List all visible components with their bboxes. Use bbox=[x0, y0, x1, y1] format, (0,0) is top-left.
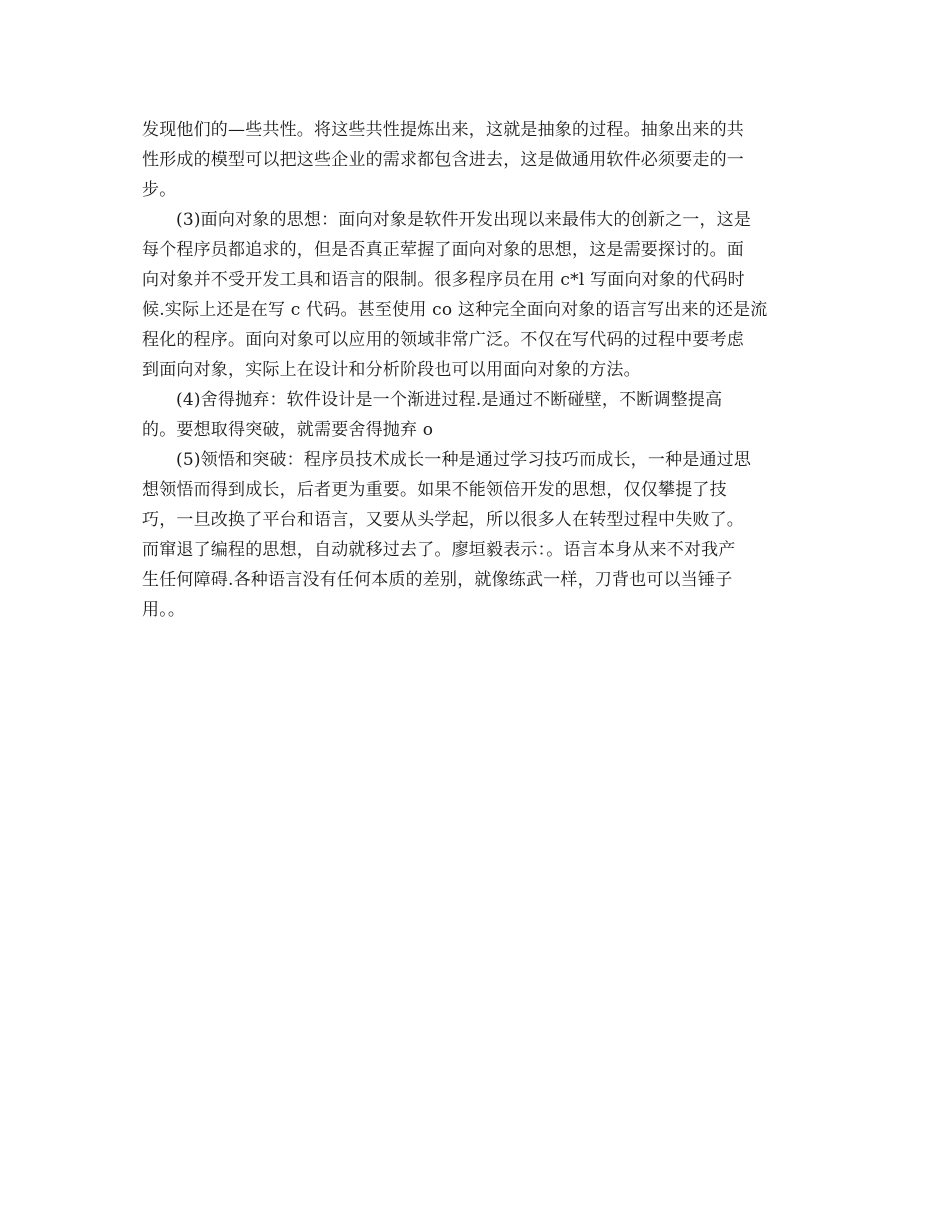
text-line: 每个程序员都追求的，但是否真正荤握了面向对象的思想，这是需要探讨的。面 bbox=[142, 240, 744, 260]
body-text bbox=[142, 115, 822, 625]
text-line: 候.实际上还是在写 c 代码。甚至使用 co 这种完全面向对象的语言写出来的还是流 bbox=[142, 300, 768, 320]
text-line: 而窜退了编程的思想，自动就移过去了。廖垣毅表示：。语言本身从来不对我产 bbox=[142, 540, 736, 560]
paragraph-3-heading-line: (3)面向对象的思想：面向对象是软件开发出现以来最伟大的创新之一，这是 bbox=[176, 210, 752, 230]
text-line: 到面向对象，实际上在设计和分析阶段也可以用面向对象的方法。 bbox=[142, 360, 641, 380]
text-line: 发现他们的—些共性。将这些共性提炼出来，这就是抽象的过程。抽象出来的共 bbox=[142, 120, 744, 140]
text-line: 步。 bbox=[142, 180, 177, 200]
text-line: 的。要想取得突破，就需要舍得抛弃 o bbox=[142, 420, 434, 440]
text-line: 生任何障碍.各种语言没有任何本质的差别，就像练武一样，刀背也可以当锤子 bbox=[142, 570, 733, 590]
text-line: 性形成的模型可以把这些企业的需求都包含进去，这是做通用软件必须要走的一 bbox=[142, 150, 744, 170]
paragraph-5-heading-line: (5)领悟和突破：程序员技术成长一种是通过学习技巧而成长，一种是通过思 bbox=[176, 450, 752, 470]
paragraph-4-heading-line: (4)舍得抛弃：软件设计是一个渐进过程.是通过不断碰壁，不断调整提高 bbox=[176, 390, 723, 410]
text-line: 用。。 bbox=[142, 600, 186, 620]
text-line: 想领悟而得到成长，后者更为重要。如果不能领倍开发的思想，仅仅攀提了技 bbox=[142, 480, 727, 500]
text-line: 向对象并不受开发工具和语言的限制。很多程序员在用 c*l 写面向对象的代码时 bbox=[142, 270, 745, 290]
text-line: 巧，一旦改换了平台和语言，又要从头学起，所以很多人在转型过程中失败了。 bbox=[142, 510, 744, 530]
text-line: 程化的程序。面向对象可以应用的领域非常广泛。不仅在写代码的过程中要考虑 bbox=[142, 330, 744, 350]
